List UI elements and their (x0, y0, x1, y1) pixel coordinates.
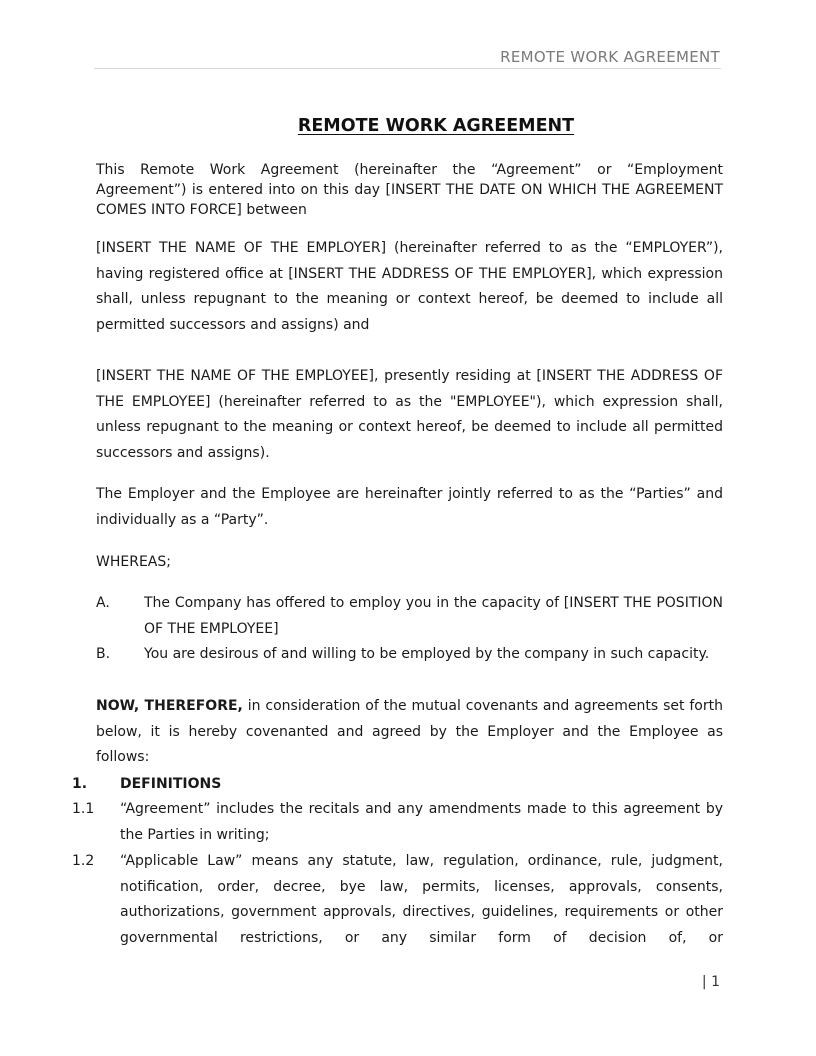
running-header: REMOTE WORK AGREEMENT (500, 48, 720, 66)
clause-text: “Applicable Law” means any statute, law, regulation, ordinance, rule, judgment, notification, order, decree, bye law, permits, licenses, approvals, consents, authorizations, government approvals, directives, guidelines, requirements or other governmental restrictions, or any similar form of decision of, or (120, 853, 723, 946)
recital-label: A. (96, 595, 110, 611)
header-divider (94, 68, 721, 69)
section-heading (72, 772, 723, 798)
whereas-heading: WHEREAS; (96, 554, 171, 570)
section-title: DEFINITIONS (120, 776, 222, 792)
now-therefore-lead: NOW, THEREFORE, (96, 698, 243, 714)
recital-item (96, 642, 723, 668)
page-number: | 1 (701, 974, 720, 990)
employer-party-paragraph: [INSERT THE NAME OF THE EMPLOYER] (hereinafter referred to as the “EMPLOYER”), having registered office at [INSERT THE ADDRESS OF THE EMPLOYER], which expression shall, unless repugnant to the meaning or context hereof, be deemed to include all permitted successors and assigns) and (96, 240, 723, 333)
recital-text: The Company has offered to employ you in the capacity of [INSERT THE POSITION OF THE EMPLOYEE] (144, 595, 723, 637)
now-therefore-text: in consideration of the mutual covenants and agreements set forth below, it is hereby covenanted and agreed by the Employer and the Employee as follows: (96, 698, 723, 766)
clause-number: 1.2 (72, 853, 95, 869)
employee-party-paragraph: [INSERT THE NAME OF THE EMPLOYEE], presently residing at [INSERT THE ADDRESS OF THE EMPLOYEE] (hereinafter referred to as the "EMPLOYEE"), which expression shall, unless repugnant to the meaning or context hereof, be deemed to include all permitted successors and assigns). (96, 368, 723, 461)
section-number: 1. (72, 776, 88, 792)
clause-text: “Agreement” includes the recitals and any amendments made to this agreement by the Parties in writing; (120, 801, 723, 843)
recital-text: You are desirous of and willing to be employed by the company in such capacity. (144, 646, 710, 662)
intro-paragraph: This Remote Work Agreement (hereinafter the “Agreement” or “Employment Agreement”) is entered into on this day [INSERT THE DATE ON WHICH THE AGREEMENT COMES INTO FORCE] between (96, 162, 723, 218)
recital-item (96, 591, 723, 642)
clause-item (72, 797, 723, 848)
recital-label: B. (96, 646, 111, 662)
document-title: REMOTE WORK AGREEMENT (297, 116, 575, 136)
now-therefore-paragraph (96, 694, 723, 771)
clause-number: 1.1 (72, 801, 95, 817)
clause-item (72, 849, 723, 951)
parties-paragraph: The Employer and the Employee are hereinafter jointly referred to as the “Parties” and individually as a “Party”. (96, 486, 723, 528)
